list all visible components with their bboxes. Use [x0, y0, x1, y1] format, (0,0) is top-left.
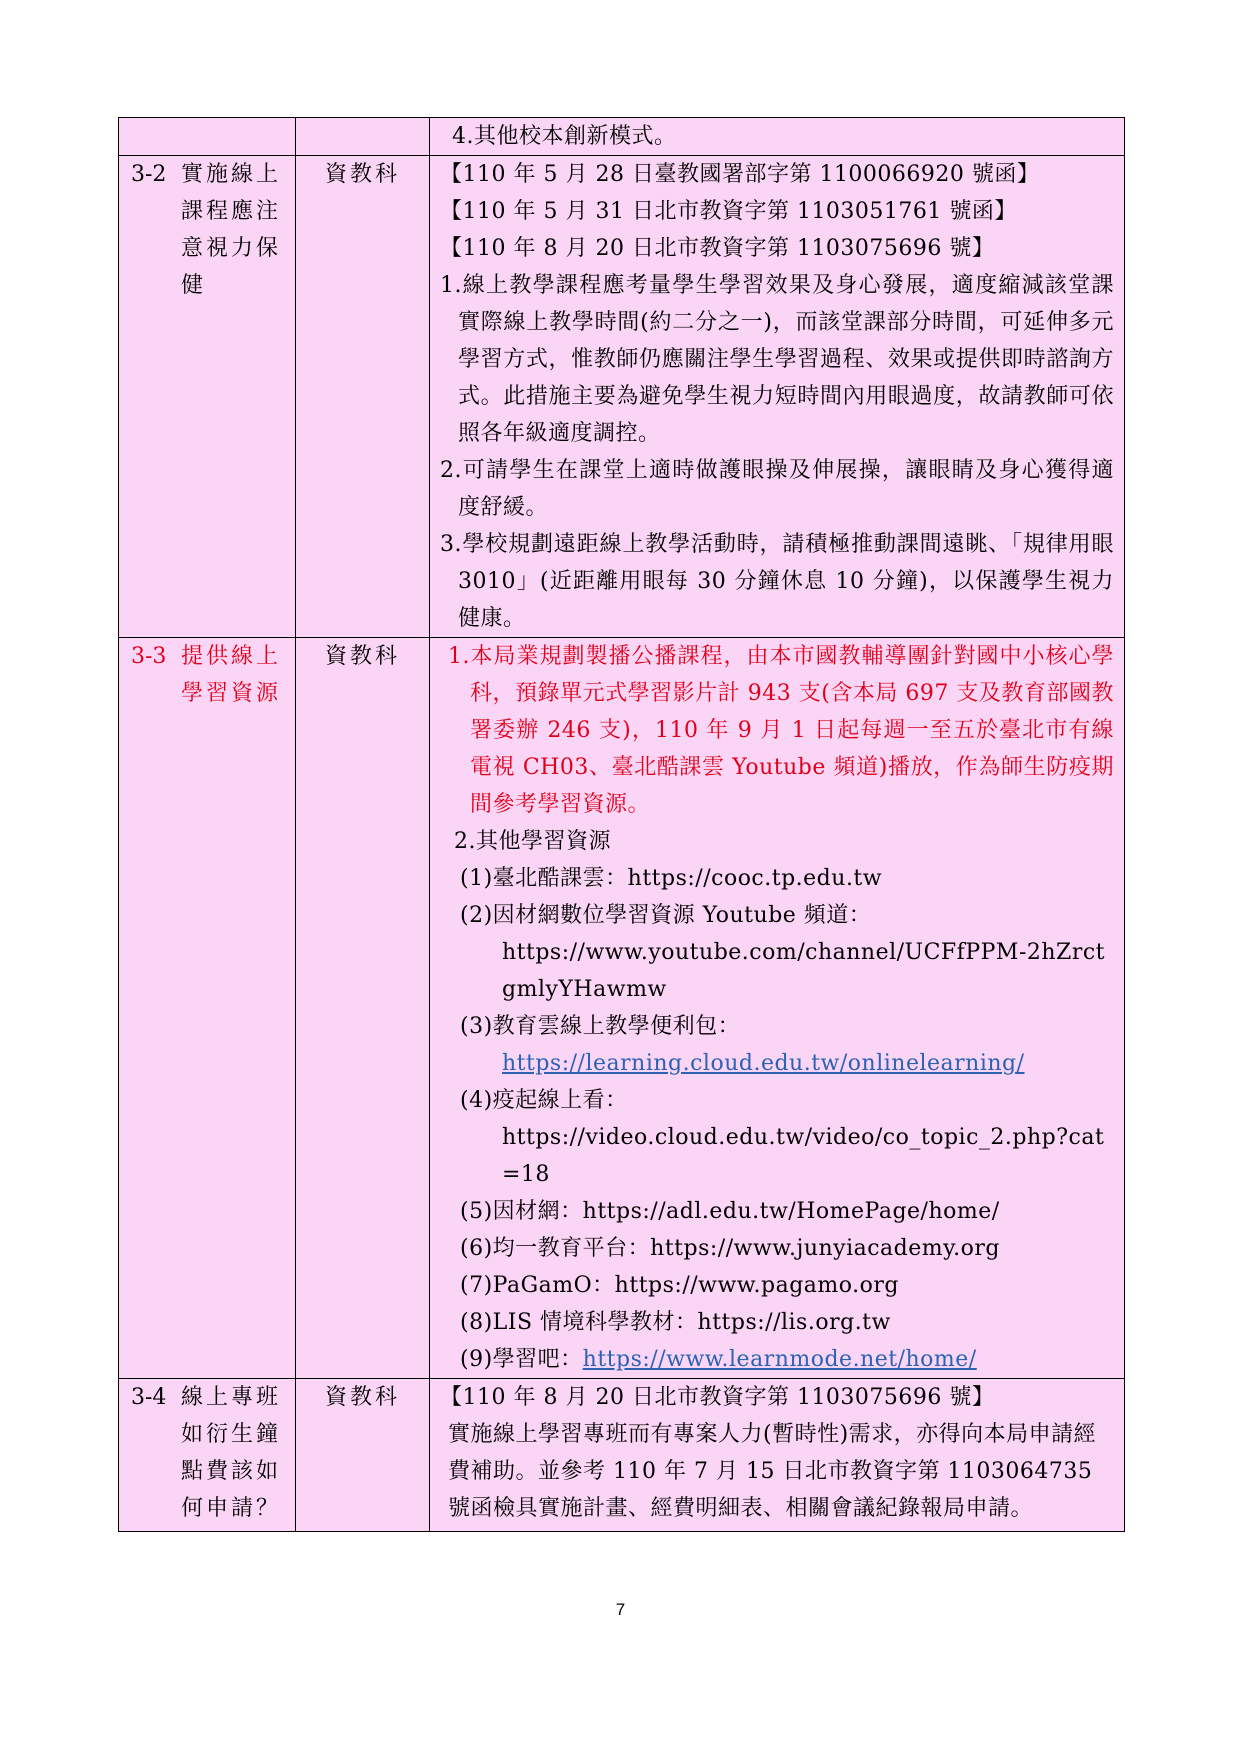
table-row	[119, 156, 1125, 638]
reference-line: 【110 年 5 月 31 日北市教資字第 1103051761 號函】	[440, 199, 1017, 224]
guideline-table	[118, 117, 1125, 1532]
resource-item: (9)學習吧：https://www.learnmode.net/home/	[460, 1347, 977, 1372]
resource-url	[440, 1045, 1114, 1082]
resource-url: https://www.youtube.com/channel/UCFfPPM-2hZrctgmlyYHawmw	[502, 940, 1106, 1002]
resource-item: (3)教育雲線上教學便利包：	[460, 1014, 741, 1039]
list-item: 2.可請學生在課堂上適時做護眼操及伸展操，讓眼睛及身心獲得適度舒緩。	[440, 458, 1114, 520]
item-number: 3-3	[131, 644, 167, 669]
topic-line: 3-3 提供線上	[131, 638, 295, 675]
topic-cell	[119, 156, 296, 638]
topic-line: 意視力保	[181, 236, 282, 261]
list-item: 3.學校規劃遠距線上教學活動時，請積極推動課間遠眺、「規律用眼 3010」(近距離用眼每 30 分鐘休息 10 分鐘)，以保護學生視力健康。	[440, 532, 1114, 631]
content-cell	[430, 638, 1125, 1379]
section-heading: 2.其他學習資源	[454, 829, 611, 854]
unit-cell: 資教科	[296, 638, 430, 1379]
unit-cell: 資教科	[296, 1379, 430, 1532]
table-row	[119, 118, 1125, 156]
topic-line: 健	[181, 273, 207, 298]
unit-cell: 資教科	[296, 156, 430, 638]
reference-line: 【110 年 5 月 28 日臺教國署部字第 1100066920 號函】	[440, 162, 1040, 187]
table-row	[119, 1379, 1125, 1532]
topic-line: 學習資源	[181, 681, 282, 706]
body-text: 實施線上學習專班而有專案人力(暫時性)需求，亦得向本局申請經費補助。並參考 110 年 7 月 15 日北市教資字第 1103064735 號函檢具實施計畫、經費明細表、相關會議紀錄報局申請。	[448, 1422, 1097, 1521]
resource-item: (2)因材網數位學習資源 Youtube 頻道：	[460, 903, 872, 928]
onlinelearning-link[interactable]: https://learning.cloud.edu.tw/onlinelearning/	[502, 1051, 1025, 1076]
content-cell	[430, 156, 1125, 638]
content-line: 4.其他校本創新模式。	[452, 124, 677, 149]
resource-url: https://video.cloud.edu.tw/video/co_topic_2.php?cat=18	[502, 1125, 1105, 1187]
topic-line: 3-4 線上專班	[131, 1379, 295, 1416]
resource-item: (4)疫起線上看：	[460, 1088, 628, 1113]
topic-line: 3-2 實施線上	[131, 156, 295, 193]
item-number: 3-2	[131, 162, 167, 187]
topic-line: 課程應注	[181, 199, 282, 224]
content-cell	[430, 1379, 1125, 1532]
topic-cell	[119, 638, 296, 1379]
resource-item: (8)LIS 情境科學教材：https://lis.org.tw	[460, 1310, 891, 1335]
topic-line: 點費該如	[181, 1459, 282, 1484]
unit-cell	[296, 118, 430, 156]
resource-item: (1)臺北酷課雲：https://cooc.tp.edu.tw	[460, 866, 883, 891]
topic-line: 何申請？	[181, 1496, 282, 1521]
topic-line: 如衍生鐘	[181, 1422, 282, 1447]
list-item: 1.線上教學課程應考量學生學習效果及身心發展，適度縮減該堂課實際線上教學時間(約二分之一)，而該堂課部分時間，可延伸多元學習方式，惟教師仍應關注學生學習過程、效果或提供即時諮詢方式。此措施主要為避免學生視力短時間內用眼過度，故請教師可依照各年級適度調控。	[440, 273, 1114, 446]
topic-cell	[119, 118, 296, 156]
resource-item: (7)PaGamO：https://www.pagamo.org	[460, 1273, 899, 1298]
reference-line: 【110 年 8 月 20 日北市教資字第 1103075696 號】	[440, 1385, 995, 1410]
table-row	[119, 638, 1125, 1379]
resource-item: (6)均一教育平台：https://www.junyiacademy.org	[460, 1236, 1000, 1261]
topic-cell	[119, 1379, 296, 1532]
learnmode-link[interactable]: https://www.learnmode.net/home/	[582, 1347, 977, 1372]
content-cell	[430, 118, 1125, 156]
page-number: 7	[615, 1600, 626, 1619]
highlighted-item: 1.本局業規劃製播公播課程，由本市國教輔導團針對國中小核心學科，預錄單元式學習影片計 943 支(含本局 697 支及教育部國教署委辦 246 支)，110 年 9 月 1 日起每週一至五於臺北市有線電視 CH03、臺北酷課雲 Youtube 頻道)播放，作為師生防疫期間參考學習資源。	[448, 644, 1114, 817]
resource-item: (5)因材網：https://adl.edu.tw/HomePage/home/	[460, 1199, 1000, 1224]
reference-line: 【110 年 8 月 20 日北市教資字第 1103075696 號】	[440, 236, 995, 261]
item-number: 3-4	[131, 1385, 167, 1410]
